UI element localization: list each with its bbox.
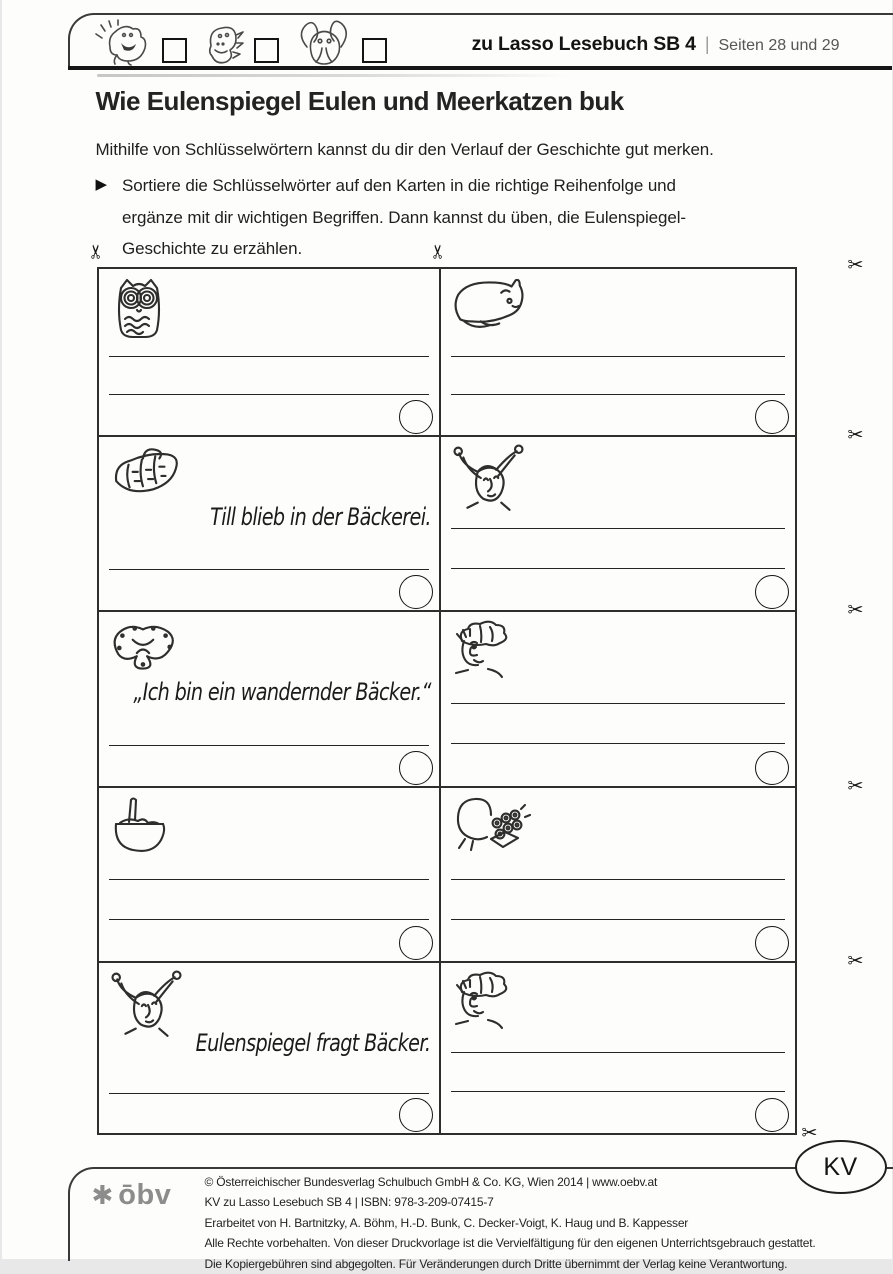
card-sleeping-cat <box>441 269 795 437</box>
difficulty-level-2 <box>201 22 279 66</box>
booklet-reference: zu Lasso Lesebuch SB 4 <box>472 33 696 56</box>
scissors-icon: ✂ <box>848 426 864 445</box>
pretzel-icon <box>108 619 180 679</box>
imprint-line-rights: Alle Rechte vorbehalten. Von dieser Druckvorlage ist die Vervielfältigung für den eigenen Unterrichtsgebrauch gestattet. <box>205 1233 875 1253</box>
kv-badge: KV <box>795 1140 887 1194</box>
obv-logo <box>92 1179 172 1212</box>
writing-line[interactable] <box>451 1091 785 1092</box>
imprint-line-authors: Erarbeitet von H. Bartnitzky, A. Böhm, H.-D. Bunk, C. Decker-Voigt, K. Haug und B. Kappesser <box>205 1213 875 1233</box>
keyword-card-grid <box>97 267 797 1135</box>
card-dough-bowl <box>99 788 441 963</box>
scissors-icon: ✂ <box>429 244 448 260</box>
writing-line[interactable] <box>451 1052 785 1053</box>
order-number-circle[interactable] <box>399 1098 433 1132</box>
order-number-circle[interactable] <box>755 575 789 609</box>
order-number-circle[interactable] <box>399 400 433 434</box>
card-caption: „Ich bin ein wandernder Bäcker.“ <box>133 678 430 706</box>
writing-line[interactable] <box>451 743 785 744</box>
card-baker <box>441 612 795 788</box>
writing-line[interactable] <box>109 919 429 920</box>
header-rule <box>68 66 892 70</box>
difficulty-checkbox-2[interactable] <box>254 38 279 63</box>
imprint-line-liability: Die Kopiergebühren sind abgegolten. Für Veränderungen durch Dritte übernimmt der Verlag keine Verantwortung. <box>205 1254 875 1274</box>
jester-head-icon <box>108 970 186 1038</box>
difficulty-checkbox-1[interactable] <box>162 38 187 63</box>
jester-head-icon <box>450 444 528 512</box>
scissors-icon: ✂ <box>848 601 864 620</box>
page-title: Wie Eulenspiegel Eulen und Meerkatzen buk <box>96 86 624 117</box>
reference-separator: | <box>705 34 710 55</box>
dino-icon <box>201 22 247 66</box>
bread-basket-icon <box>108 444 184 510</box>
writing-line[interactable] <box>451 568 785 569</box>
order-number-circle[interactable] <box>755 1098 789 1132</box>
card-pretzel <box>99 612 441 788</box>
scissors-icon: ✂ <box>87 244 106 260</box>
card-caption: Eulenspiegel fragt Bäcker. <box>196 1029 431 1057</box>
writing-line[interactable] <box>109 394 429 395</box>
card-baker-2 <box>441 963 795 1133</box>
writing-line[interactable] <box>109 745 429 746</box>
order-number-circle[interactable] <box>755 926 789 960</box>
imprint-line-isbn: KV zu Lasso Lesebuch SB 4 | ISBN: 978-3-209-07415-7 <box>205 1192 875 1212</box>
writing-line[interactable] <box>451 394 785 395</box>
order-number-circle[interactable] <box>399 575 433 609</box>
writing-line[interactable] <box>451 356 785 357</box>
pages-reference: Seiten 28 und 29 <box>719 37 840 55</box>
intro-text: Mithilfe von Schlüsselwörtern kannst du dir den Verlauf der Geschichte gut merken. <box>96 140 714 160</box>
card-jester <box>441 437 795 612</box>
order-number-circle[interactable] <box>755 400 789 434</box>
scan-artifact <box>97 74 567 77</box>
money-sack-icon <box>450 795 532 857</box>
writing-line[interactable] <box>451 703 785 704</box>
writing-line[interactable] <box>451 528 785 529</box>
grumpy-baker-icon <box>450 970 516 1030</box>
grumpy-baker-icon <box>450 619 516 679</box>
scissors-icon: ✂ <box>848 952 864 971</box>
task-line-2: ergänze mit dir wichtigen Begriffen. Dann kannst du üben, die Eulenspiegel- <box>122 202 686 234</box>
task-bullet-arrow-icon: ▶ <box>96 170 108 265</box>
worksheet-page <box>2 0 892 1259</box>
difficulty-level-3 <box>293 19 387 66</box>
scissors-icon: ✂ <box>802 1124 818 1143</box>
obv-logo-star-icon: ✱ <box>92 1180 114 1211</box>
writing-line[interactable] <box>109 356 429 357</box>
header-reference <box>472 33 840 56</box>
card-jester-question <box>99 963 441 1133</box>
elephant-icon <box>293 19 355 66</box>
scissors-icon: ✂ <box>848 777 864 796</box>
card-bread-basket <box>99 437 441 612</box>
card-owl <box>99 269 441 437</box>
obv-logo-text: ōbv <box>118 1179 171 1212</box>
task-line-1: Sortiere die Schlüsselwörter auf den Karten in die richtige Reihenfolge und <box>122 170 686 202</box>
writing-line[interactable] <box>109 569 429 570</box>
writing-line[interactable] <box>451 919 785 920</box>
imprint-text <box>205 1172 875 1274</box>
difficulty-level-icons <box>95 20 401 66</box>
order-number-circle[interactable] <box>399 751 433 785</box>
writing-line[interactable] <box>109 879 429 880</box>
difficulty-level-1 <box>95 20 187 66</box>
difficulty-checkbox-3[interactable] <box>362 38 387 63</box>
sleeping-cat-icon <box>450 276 530 334</box>
order-number-circle[interactable] <box>399 926 433 960</box>
owl-icon <box>108 276 170 340</box>
order-number-circle[interactable] <box>755 751 789 785</box>
laughing-hippo-icon <box>95 20 155 66</box>
writing-line[interactable] <box>451 879 785 880</box>
dough-bowl-icon <box>108 795 178 857</box>
scissors-icon: ✂ <box>848 256 864 275</box>
imprint-line-copyright: © Österreichischer Bundesverlag Schulbuch GmbH & Co. KG, Wien 2014 | www.oebv.at <box>205 1172 875 1192</box>
card-caption: Till blieb in der Bäckerei. <box>210 503 431 531</box>
writing-line[interactable] <box>109 1093 429 1094</box>
task-line-3: Geschichte zu erzählen. <box>122 233 686 265</box>
card-money-sack <box>441 788 795 963</box>
